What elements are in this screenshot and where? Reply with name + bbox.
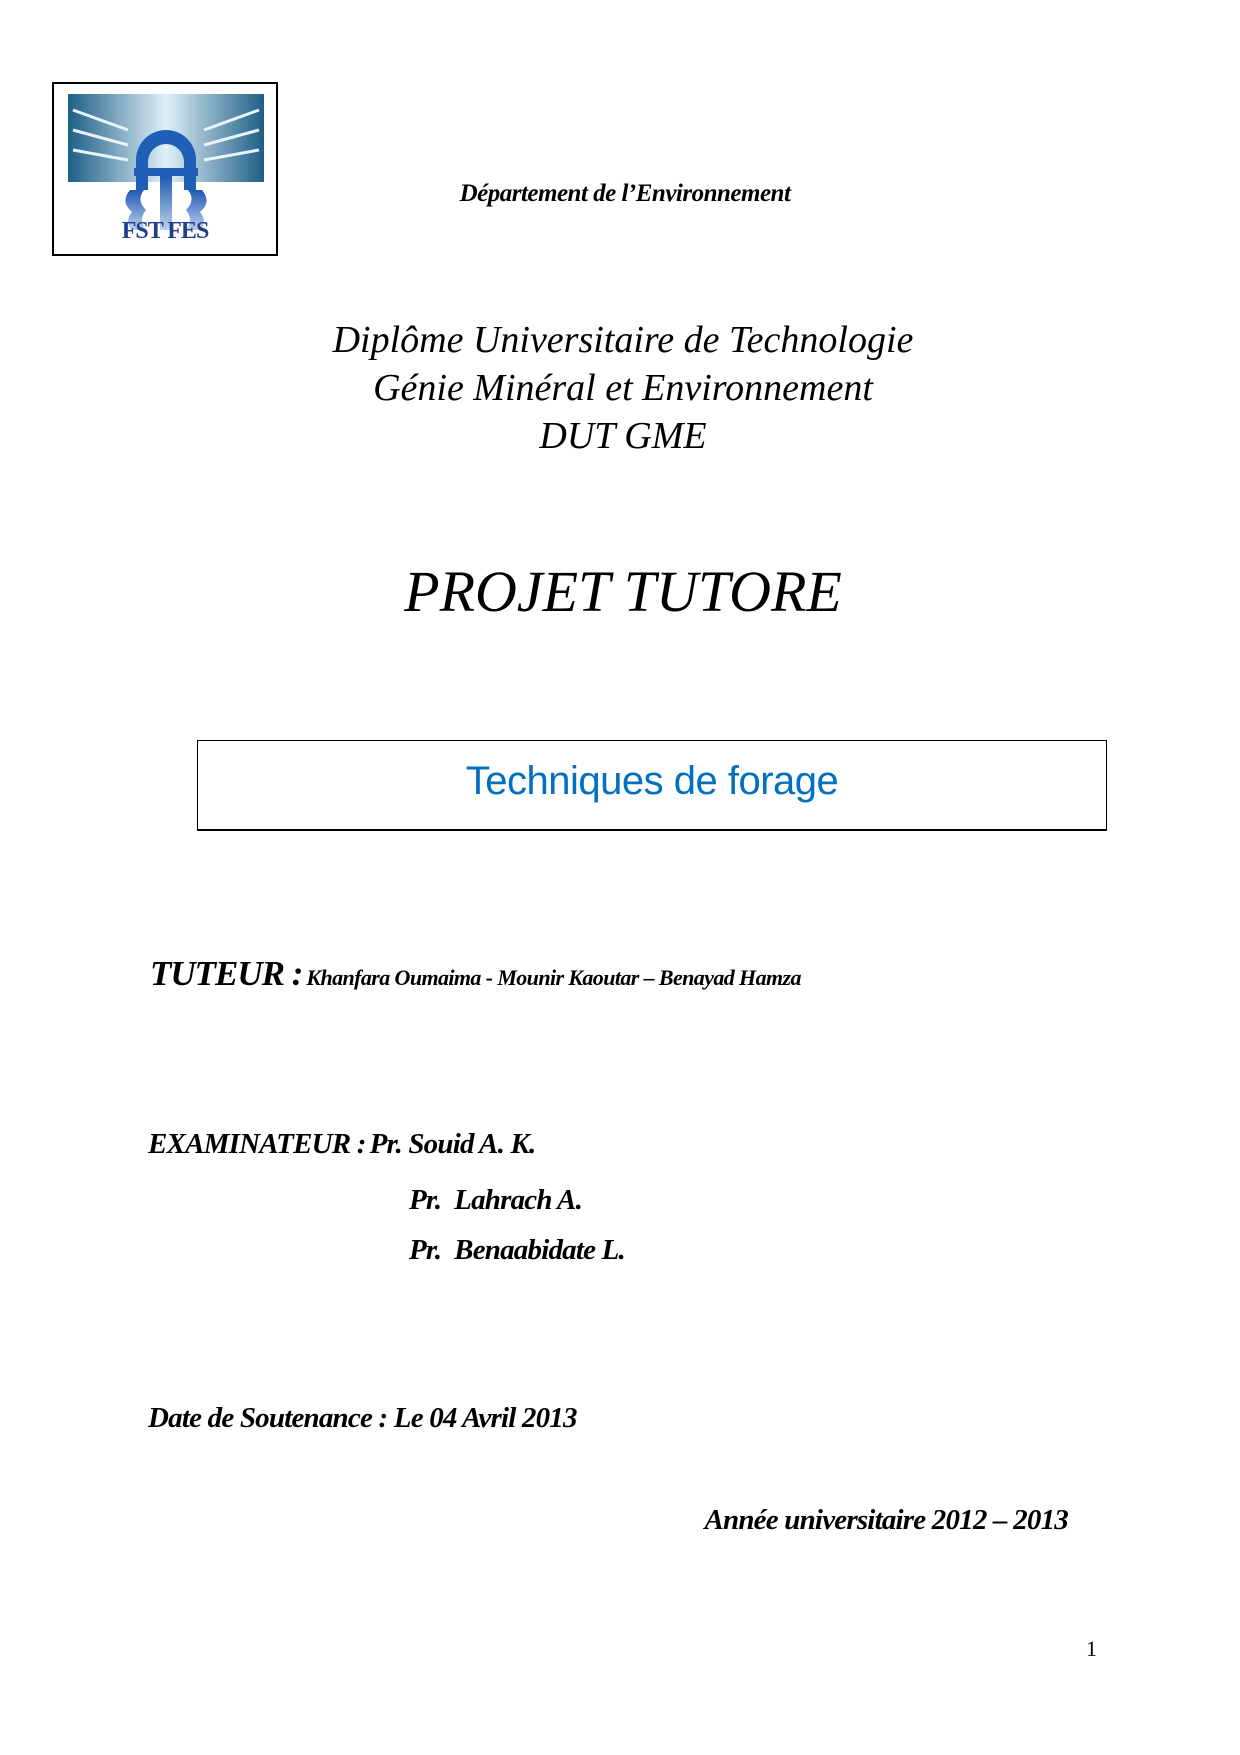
academic-year: Année universitaire 2012 – 2013	[704, 1504, 1068, 1536]
soutenance-date: Date de Soutenance : Le 04 Avril 2013	[148, 1402, 577, 1434]
page-number: 1	[1086, 1636, 1097, 1661]
examinateur-line	[148, 1128, 535, 1161]
tuteur-names: Khanfara Oumaima - Mounir Kaoutar – Benayad Hamza	[306, 965, 801, 990]
project-title: PROJET TUTORE	[404, 559, 842, 624]
diploma-line-3: DUT GME	[539, 415, 707, 457]
subject-box	[197, 740, 1107, 831]
tuteur-line	[150, 954, 801, 994]
examinateur-label: EXAMINATEUR :	[148, 1128, 366, 1160]
subject-title: Techniques de forage	[465, 759, 839, 803]
fst-fes-logo	[52, 82, 278, 256]
department-name: Département de l’Environnement	[459, 180, 791, 207]
diploma-line-2: Génie Minéral et Environnement	[373, 367, 873, 409]
examinateur-member: Pr. Benaabidate L.	[409, 1234, 625, 1266]
logo-text: FST FES	[121, 218, 209, 244]
diploma-line-1: Diplôme Universitaire de Technologie	[332, 319, 914, 361]
examinateur-member: Pr. Souid A. K.	[369, 1128, 536, 1160]
examinateur-member: Pr. Lahrach A.	[409, 1184, 583, 1216]
tuteur-label: TUTEUR :	[150, 954, 303, 993]
